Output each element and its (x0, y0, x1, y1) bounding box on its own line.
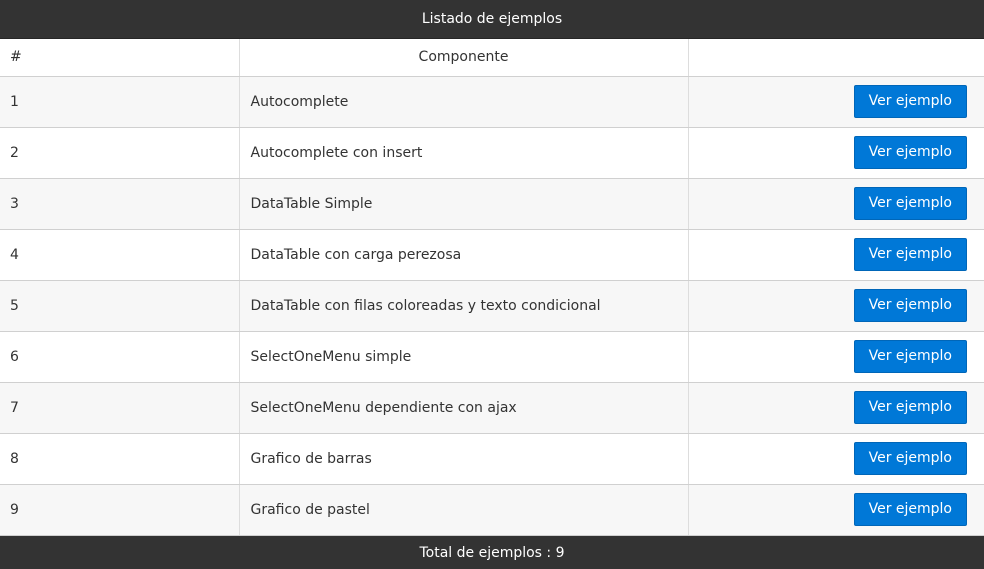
row-actions (688, 331, 984, 382)
table-row (0, 433, 984, 484)
row-actions (688, 433, 984, 484)
row-number: 4 (0, 229, 239, 280)
row-number: 5 (0, 280, 239, 331)
row-number: 1 (0, 76, 239, 127)
view-example-button[interactable]: Ver ejemplo (854, 136, 967, 169)
table-row (0, 76, 984, 127)
view-example-button[interactable]: Ver ejemplo (854, 493, 967, 526)
view-example-button[interactable]: Ver ejemplo (854, 289, 967, 322)
row-actions (688, 280, 984, 331)
row-actions (688, 178, 984, 229)
view-example-button[interactable]: Ver ejemplo (854, 391, 967, 424)
view-example-button[interactable]: Ver ejemplo (854, 85, 967, 118)
table-row (0, 229, 984, 280)
row-component-name: DataTable con filas coloreadas y texto condicional (239, 280, 688, 331)
row-component-name: Autocomplete con insert (239, 127, 688, 178)
row-component-name: Grafico de barras (239, 433, 688, 484)
table-row (0, 178, 984, 229)
view-example-button[interactable]: Ver ejemplo (854, 187, 967, 220)
view-example-button[interactable]: Ver ejemplo (854, 340, 967, 373)
row-actions (688, 76, 984, 127)
column-header-component[interactable]: Componente (239, 39, 688, 76)
row-component-name: DataTable Simple (239, 178, 688, 229)
table-caption: Listado de ejemplos (0, 0, 984, 39)
row-number: 7 (0, 382, 239, 433)
row-number: 6 (0, 331, 239, 382)
table-row (0, 280, 984, 331)
row-number: 8 (0, 433, 239, 484)
column-header-actions (688, 39, 984, 76)
row-actions (688, 382, 984, 433)
table-row (0, 382, 984, 433)
view-example-button[interactable]: Ver ejemplo (854, 442, 967, 475)
view-example-button[interactable]: Ver ejemplo (854, 238, 967, 271)
column-header-number[interactable]: # (0, 39, 239, 76)
table-row (0, 127, 984, 178)
row-number: 9 (0, 484, 239, 535)
row-number: 3 (0, 178, 239, 229)
row-component-name: Autocomplete (239, 76, 688, 127)
row-actions (688, 127, 984, 178)
table-row (0, 484, 984, 535)
table-footer: Total de ejemplos : 9 (0, 536, 984, 569)
row-component-name: SelectOneMenu dependiente con ajax (239, 382, 688, 433)
table-header (0, 39, 984, 76)
examples-table (0, 39, 984, 536)
row-component-name: DataTable con carga perezosa (239, 229, 688, 280)
row-actions (688, 229, 984, 280)
row-actions (688, 484, 984, 535)
table-row (0, 331, 984, 382)
row-component-name: Grafico de pastel (239, 484, 688, 535)
row-component-name: SelectOneMenu simple (239, 331, 688, 382)
row-number: 2 (0, 127, 239, 178)
